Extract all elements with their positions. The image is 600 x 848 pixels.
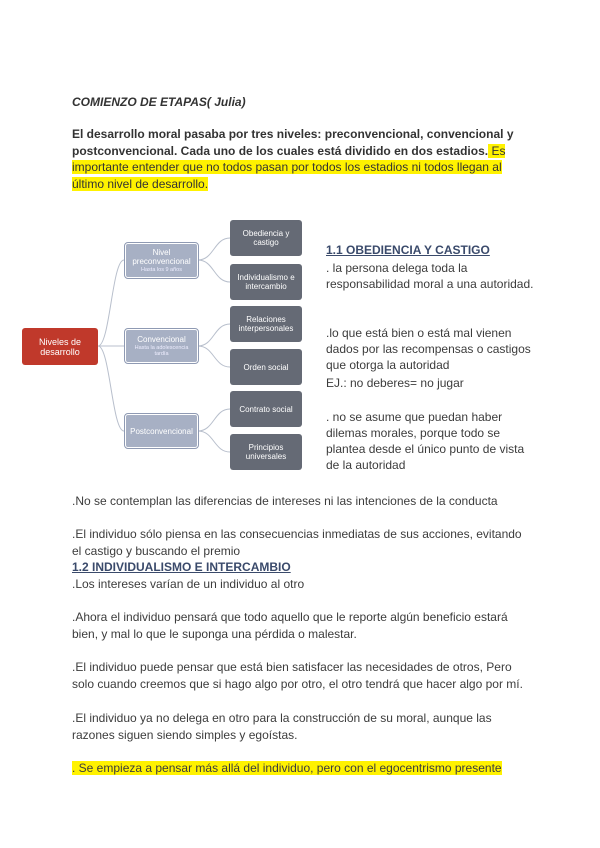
section1-point-1: . la persona delega toda la responsabilidad moral a una autoridad. xyxy=(326,261,534,291)
section2-point-5 xyxy=(72,760,532,777)
section1-point-3: . no se asume que puedan haber dilemas morales, porque todo se plantea desde el único punto de vista de la autoridad xyxy=(326,410,525,472)
diagram-stage-individualismo xyxy=(230,264,302,300)
diagram-stage-label: Relaciones interpersonales xyxy=(238,315,294,333)
diagram-stage-relaciones xyxy=(230,306,302,342)
diagram-root-label: Niveles de desarrollo xyxy=(38,336,82,357)
diagram-stage-label: Obediencia y castigo xyxy=(242,229,290,247)
diagram-level-convencional xyxy=(125,329,198,363)
diagram-stage-label: Orden social xyxy=(243,362,289,372)
section2-point-2: .Ahora el individuo pensará que todo aquello que le reporte algún beneficio estará bien, y mal lo que le suponga una pérdida o malestar. xyxy=(72,610,508,641)
diagram-stage-orden-social xyxy=(230,349,302,385)
page-title: COMIENZO DE ETAPAS( Julia) xyxy=(72,95,246,109)
diagram-level-sublabel: Hasta la adolescencia tardía xyxy=(134,345,189,357)
section1-point-4: .No se contemplan las diferencias de intereses ni las intenciones de la conducta xyxy=(72,494,498,508)
diagram-stage-obediencia xyxy=(230,220,302,256)
diagram-stage-label: Individualismo e intercambio xyxy=(237,273,295,291)
diagram-stage-principios xyxy=(230,434,302,470)
diagram-root-node xyxy=(22,328,98,365)
section2-point-1: .Los intereses varían de un individuo al otro xyxy=(72,577,305,591)
diagram-level-label: Convencional xyxy=(137,335,186,344)
section1-heading: 1.1 OBEDIENCIA Y CASTIGO xyxy=(326,243,490,257)
diagram-level-sublabel: Hasta los 9 años xyxy=(141,267,182,273)
diagram-stage-contrato-social xyxy=(230,391,302,427)
intro-paragraph xyxy=(72,126,532,192)
diagram-stage-label: Principios universales xyxy=(245,443,287,461)
section2-highlighted-text: . Se empieza a pensar más allá del individuo, pero con el egocentrismo presente xyxy=(72,761,502,775)
section2-point-4: .El individuo ya no delega en otro para la construcción de su moral, aunque las razones siguen siendo simples y egoístas. xyxy=(72,711,492,742)
diagram-level-preconvencional xyxy=(125,243,198,278)
section2-heading: 1.2 INDIVIDUALISMO E INTERCAMBIO xyxy=(72,560,291,574)
section2-point-3: .El individuo puede pensar que está bien satisfacer las necesidades de otros, Pero solo cuando creemos que si hago algo por otro, el otro tendrá que hacer algo por mí. xyxy=(72,660,523,691)
intro-highlighted-text: Es importante entender que no todos pasan por todos los estadios ni todos llegan al último nivel de desarrollo. xyxy=(72,143,506,191)
diagram-level-postconvencional xyxy=(125,414,198,448)
diagram-level-label: Postconvencional xyxy=(130,426,193,436)
section1-point-5: .El individuo sólo piensa en las consecuencias inmediatas de sus acciones, evitando el castigo y buscando el premio xyxy=(72,527,522,558)
section1-point-2: .lo que está bien o está mal vienen dados por las recompensas o castigos que otorga la autoridad xyxy=(326,326,531,372)
diagram-level-label: Nivel preconvencional xyxy=(132,248,191,266)
diagram-stage-label: Contrato social xyxy=(239,404,293,414)
intro-bold-text: El desarrollo moral pasaba por tres niveles: preconvencional, convencional y postconvencional. Cada uno de los cuales está dividido en dos estadios. xyxy=(72,127,514,158)
section1-example: EJ.: no deberes= no jugar xyxy=(326,376,464,390)
